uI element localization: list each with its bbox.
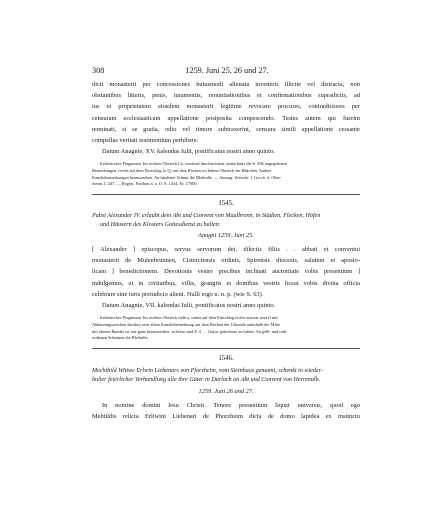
rubric-line: und Häusern des Klosters Gottesdienst zu halten. bbox=[100, 222, 221, 229]
archival-note-1544 bbox=[92, 161, 360, 188]
note-line: Kanzleibemerkungen herausradiert. An hänfener Schnur die Bleibulle. — Auszug: Zeitschr. f. Gesch. d. Ober- bbox=[92, 174, 282, 180]
archival-note-1545 bbox=[92, 315, 360, 342]
text-line: In nomine domini Iesu Christi. Tenore presentium liquet universis, quod ego bbox=[102, 402, 360, 409]
text-line: [ Alexander ] episcopus, servus servorum dei, dilectis filiis . . abbati et conventui bbox=[92, 246, 360, 253]
note-line: des oberen Randes ist fast ganz herausradiert, sichtbar sind P. d . . . Gutur. geholenes zu haben. An gelb- und roth- bbox=[92, 328, 288, 334]
text-line: monasterii de Mulenbrunnen, Cisterciensis ordinis, Spirensis diocesis, salutem et aposto- bbox=[92, 257, 360, 265]
note-line: rheins 1, 247. — Regest: Potthast a. a. O. S. 1434, Nr. 17600. bbox=[92, 181, 198, 187]
text-line: dicti monasterii per concessiones huiusmodi alienata inveneris illicite vel distracta, non bbox=[92, 81, 360, 88]
rubric-line: Pabst Alexander IV. erlaubt dem Abt und Convent von Maulbronn, in Städten, Flecken, Höfen bbox=[92, 213, 321, 219]
page-number: 308 bbox=[92, 66, 105, 75]
note-line: Abkürzungszeichen darüber, eine ältere Kanzleibemerkung auf dem Rücken der Urkunde unterhalb der Mitte bbox=[92, 321, 280, 327]
page-header bbox=[92, 66, 362, 75]
rubric-1546 bbox=[92, 367, 360, 385]
document-number-1545: 1545. bbox=[218, 200, 234, 207]
place-date-1545: Anagni 1259. Juni 25. bbox=[198, 232, 254, 239]
text-line: licam ] benedictionem. Devotionis vestre precibus inclinati auctoritate vobis presentium ] bbox=[92, 268, 360, 276]
dating-line: Datum Anagnie, XV. kalendas Iulii, pontificatus nostri anno quinto. bbox=[102, 148, 275, 156]
text-line: compellas veritati testimonium perhibere. bbox=[92, 137, 199, 145]
note-line: Bemerkungen, rechts auf dem Einschlag Jo Q; auf dem Rücken im linken Obereck ein Häkchen. Andere bbox=[92, 167, 272, 173]
note-line: Italienisches Pergament. Im rechten Obereck Ca, zweimal durchstrichen, unten links die S. 306 angegebenen bbox=[100, 161, 288, 166]
document-number-1546: 1546. bbox=[218, 355, 234, 362]
charter-text-1545 bbox=[92, 244, 360, 311]
charter-text-1546 bbox=[92, 400, 360, 422]
charter-text-1544-end bbox=[92, 79, 360, 157]
note-line: Italienisches Pergament. Im rechten Obereck steht a, unten auf dem Einschlag rechts aussen: meayf mit bbox=[100, 315, 278, 320]
text-line: ius et proprietatem eiusdem monasterii legitime revocare procures, contradictores per bbox=[92, 103, 360, 111]
text-line: celebrare sine iuris preiudicio alieni. Nulli ergo n. n. p. (wie S. 63). bbox=[92, 290, 264, 298]
text-line: Mehtildis relicta Erliwini Liebenari de Phorzheim dicta de domo lapidea ex instinctu bbox=[92, 413, 360, 421]
text-line: obstantibus litteris, penis, iuramentis, renuntiationibus et confirmationibus supradictis, ad bbox=[92, 92, 360, 100]
text-line: nominati, si se gratia, odio vel timore subtraxerint, censura simili appellatione cessante bbox=[92, 125, 360, 133]
rubric-line: Mechthild Wittwe Erlwin Liebenars von Pforzheim, vom Steinhaus genannt, schenkt in wieder- bbox=[92, 368, 323, 374]
rubric-line: holter feierlicher Verhandlung alle ihre Güter in Durlach an Abt und Convent von Herrenalb. bbox=[92, 377, 321, 384]
text-line: indulgemus, ut in civitatibus, villis, grangiis et domibus vestris liceat vobis divina officia bbox=[92, 279, 360, 287]
note-line: seidenen Schnüren die Bleibulle. bbox=[92, 335, 149, 341]
text-line: censuram ecclesiasticam appellatione postposita compescendo. Testes autem qui fuerint bbox=[92, 114, 360, 122]
header-date: 1259. Juni 25, 26 und 27. bbox=[185, 66, 269, 75]
place-date-1546: 1259. Juni 26 und 27. bbox=[198, 388, 254, 395]
dating-line: Datum Anagnie, VII. kalendas Iulii, pontificatus nostri anno quinto. bbox=[102, 302, 276, 310]
divider bbox=[92, 194, 360, 195]
divider bbox=[92, 348, 360, 349]
rubric-1545 bbox=[92, 212, 360, 230]
